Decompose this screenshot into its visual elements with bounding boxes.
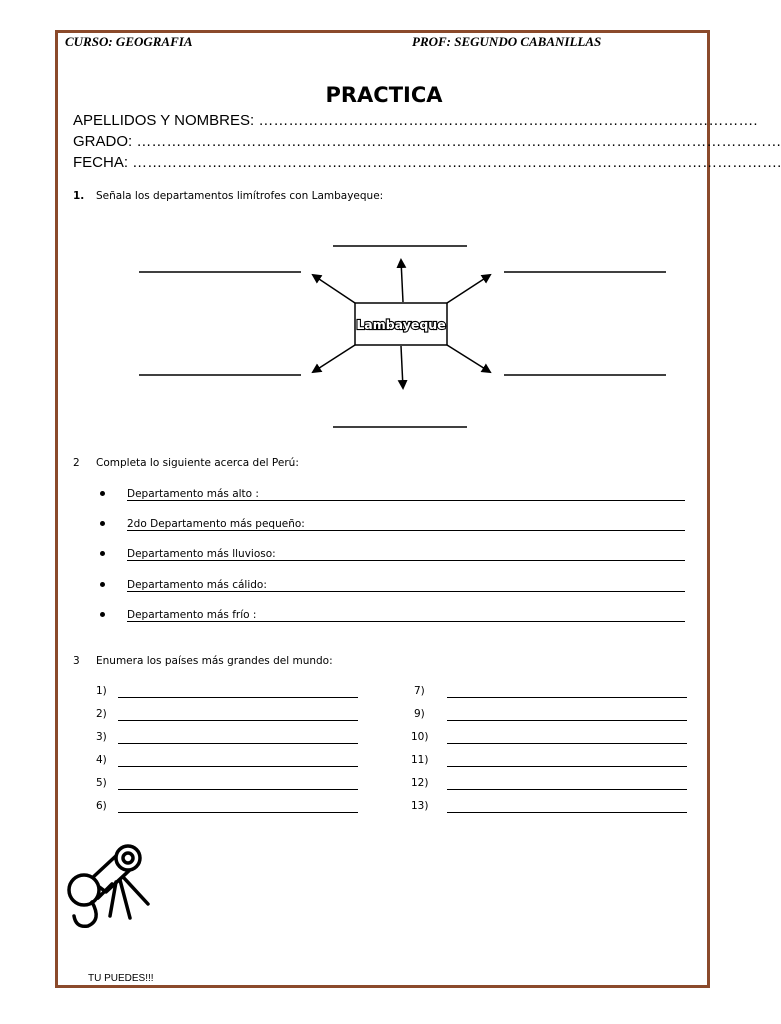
footer-motto: TU PUEDES!!! xyxy=(88,973,154,984)
enum-answer-line[interactable] xyxy=(447,697,687,698)
q2-item[interactable] xyxy=(100,579,690,595)
q2-item-label: Departamento más alto : xyxy=(127,488,259,500)
enum-answer-line[interactable] xyxy=(118,789,358,790)
enum-answer-line[interactable] xyxy=(118,743,358,744)
q2-item-label: Departamento más lluvioso: xyxy=(127,548,276,560)
enum-number: 5) xyxy=(96,777,107,789)
answer-line[interactable] xyxy=(127,530,685,531)
q2-item-label: Departamento más frío : xyxy=(127,609,257,621)
grade-field[interactable]: GRADO: ………………………………………………………………………………………………………………… xyxy=(73,133,781,150)
enum-number: 6) xyxy=(96,800,107,812)
enum-number: 11) xyxy=(411,754,429,766)
enum-number: 3) xyxy=(96,731,107,743)
bullet-icon xyxy=(100,612,105,617)
telescope-character-icon xyxy=(62,838,162,933)
bullet-icon xyxy=(100,582,105,587)
q2-item[interactable] xyxy=(100,488,690,504)
enum-answer-line[interactable] xyxy=(118,720,358,721)
q2-number: 2 xyxy=(73,457,80,469)
enum-answer-line[interactable] xyxy=(447,743,687,744)
arrow-down xyxy=(401,346,403,388)
q2-item[interactable] xyxy=(100,518,690,534)
enum-answer-line[interactable] xyxy=(447,789,687,790)
q1-text: Señala los departamentos limítrofes con Lambayeque: xyxy=(96,190,384,202)
enum-number: 9) xyxy=(414,708,425,720)
bullet-icon xyxy=(100,521,105,526)
arrow-down-right xyxy=(447,345,490,372)
q2-text: Completa lo siguiente acerca del Perú: xyxy=(96,457,299,469)
enum-number: 2) xyxy=(96,708,107,720)
arrow-up xyxy=(401,260,403,302)
q3-text: Enumera los países más grandes del mundo: xyxy=(96,655,333,667)
enum-answer-line[interactable] xyxy=(447,720,687,721)
q2-item-label: 2do Departamento más pequeño: xyxy=(127,518,305,530)
enum-answer-line[interactable] xyxy=(447,812,687,813)
enum-number: 10) xyxy=(411,731,429,743)
name-field[interactable]: APELLIDOS Y NOMBRES: ………………………………………………………………………………………. xyxy=(73,112,758,129)
lambayeque-diagram xyxy=(0,0,781,440)
answer-line[interactable] xyxy=(127,500,685,501)
enum-answer-line[interactable] xyxy=(118,812,358,813)
enum-number: 1) xyxy=(96,685,107,697)
enum-number: 12) xyxy=(411,777,429,789)
bullet-icon xyxy=(100,551,105,556)
q3-number: 3 xyxy=(73,655,80,667)
enum-answer-line[interactable] xyxy=(447,766,687,767)
q2-item-label: Departamento más cálido: xyxy=(127,579,267,591)
date-field[interactable]: FECHA: …………………………………………………………………………………………………………………. xyxy=(73,154,781,171)
q1-number: 1. xyxy=(73,190,85,202)
answer-line[interactable] xyxy=(127,621,685,622)
lambayeque-label: Lambayeque xyxy=(356,317,446,332)
page-title: PRACTICA xyxy=(325,83,443,107)
course-label: CURSO: GEOGRAFIA xyxy=(65,34,193,49)
teacher-label: PROF: SEGUNDO CABANILLAS xyxy=(412,34,602,49)
enum-number: 7) xyxy=(414,685,425,697)
answer-line[interactable] xyxy=(127,591,685,592)
bullet-icon xyxy=(100,491,105,496)
enum-number: 13) xyxy=(411,800,429,812)
enum-number: 4) xyxy=(96,754,107,766)
enum-answer-line[interactable] xyxy=(118,697,358,698)
arrow-down-left xyxy=(313,345,355,372)
answer-line[interactable] xyxy=(127,560,685,561)
enum-answer-line[interactable] xyxy=(118,766,358,767)
arrow-up-left xyxy=(313,275,355,303)
q2-item[interactable] xyxy=(100,548,690,564)
arrow-up-right xyxy=(447,275,490,303)
q2-item[interactable] xyxy=(100,609,690,625)
